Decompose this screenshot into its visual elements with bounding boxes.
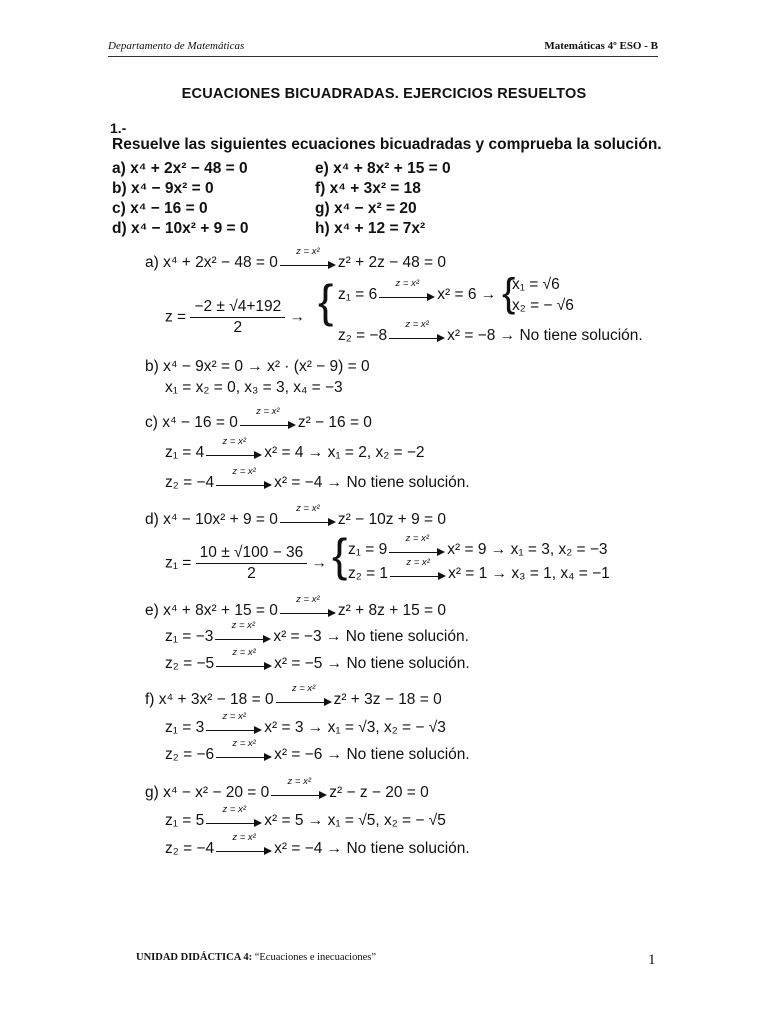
substitution-arrow: z = x² — [206, 721, 262, 735]
solution-c-line1: c) x⁴ − 16 = 0 z = x² z² − 16 = 0 — [145, 405, 372, 431]
solution-f-line1: f) x⁴ + 3x² − 18 = 0 z = x² z² + 3z − 18 = 0 — [145, 682, 442, 708]
solution-a-root1: x₁ = √6 — [512, 276, 560, 293]
solution-d-branch2: z₂ = 1 z = x² x² = 1 → x₃ = 1, x₄ = −1 — [348, 556, 610, 582]
header-course: Matemáticas 4º ESO - B — [544, 40, 658, 52]
solution-f-line2: z₁ = 3 z = x² x² = 3 → x₁ = √3, x₂ = − √3 — [165, 710, 446, 736]
solution-a-branch1: z₁ = 6 z = x² x² = 6 → — [338, 277, 497, 303]
solution-d-line1: d) x⁴ − 10x² + 9 = 0 z = x² z² − 10z + 9 = 0 — [145, 502, 447, 528]
substitution-arrow: z = x² — [215, 630, 271, 644]
page-title: ECUACIONES BICUADRADAS. EJERCICIOS RESUELTOS — [181, 86, 587, 102]
solution-d-formula: z₁ = $\frac{10 \pm √100 - 36}{2}$ → — [165, 544, 328, 582]
substitution-arrow: z = x² — [216, 657, 272, 671]
footer-unit: UNIDAD DIDÁCTICA 4: “Ecuaciones e inecuaciones” — [136, 952, 376, 963]
solution-f-line3: z₂ = −6 z = x² x² = −6 → No tiene solución. — [165, 737, 470, 763]
exercise-statement: Resuelve las siguientes ecuaciones bicuadradas y comprueba la solución. — [112, 136, 662, 153]
brace-left: { — [318, 275, 334, 327]
solution-e-line2: z₁ = −3 z = x² x² = −3 → No tiene solución. — [165, 619, 469, 645]
substitution-arrow: z = x² — [206, 446, 262, 460]
brace-roots: { — [502, 271, 516, 315]
exercise-item-b: b) x⁴ − 9x² = 0 — [112, 180, 214, 197]
solution-e-line1: e) x⁴ + 8x² + 15 = 0 z = x² z² + 8z + 15 = 0 — [145, 593, 447, 619]
substitution-arrow: z = x² — [280, 256, 336, 270]
solution-g-line3: z₂ = −4 z = x² x² = −4 → No tiene solución. — [165, 831, 470, 857]
exercise-item-f: f) x⁴ + 3x² = 18 — [315, 180, 421, 197]
solution-b-line1: b) x⁴ − 9x² = 0 → x² · (x² − 9) = 0 — [145, 358, 370, 375]
substitution-arrow: z = x² — [216, 748, 272, 762]
exercise-item-e: e) x⁴ + 8x² + 15 = 0 — [315, 160, 451, 177]
solution-g-line1: g) x⁴ − x² − 20 = 0 z = x² z² − z − 20 = 0 — [145, 775, 429, 801]
solution-g-line2: z₁ = 5 z = x² x² = 5 → x₁ = √5, x₂ = − √5 — [165, 803, 446, 829]
substitution-arrow: z = x² — [240, 416, 296, 430]
substitution-arrow: z = x² — [276, 693, 332, 707]
substitution-arrow: z = x² — [216, 842, 272, 856]
solution-a-branch2: z₂ = −8 z = x² x² = −8 → No tiene solución. — [338, 318, 643, 344]
brace-left: { — [332, 529, 348, 581]
solution-c-line3: z₂ = −4 z = x² x² = −4 → No tiene solución. — [165, 465, 470, 491]
solution-a-formula: z = $\frac{-2 \pm √4+192}{2}$ → — [165, 298, 306, 336]
exercise-number: 1.- — [110, 120, 127, 136]
solution-b-line2: x₁ = x₂ = 0, x₃ = 3, x₄ = −3 — [165, 379, 343, 396]
exercise-item-g: g) x⁴ − x² = 20 — [315, 200, 417, 217]
substitution-arrow: z = x² — [216, 476, 272, 490]
quadratic-fraction: $\frac{10 \pm √100 - 36}{2}$ — [196, 544, 308, 583]
solution-a-root2: x₂ = − √6 — [512, 297, 574, 314]
exercise-item-h: h) x⁴ + 12 = 7x² — [315, 220, 426, 237]
substitution-arrow: z = x² — [280, 604, 336, 618]
substitution-arrow: z = x² — [390, 567, 446, 581]
exercise-item-c: c) x⁴ − 16 = 0 — [112, 200, 208, 217]
header-divider — [108, 56, 658, 57]
page-number: 1 — [648, 952, 656, 968]
substitution-arrow: z = x² — [206, 814, 262, 828]
substitution-arrow: z = x² — [280, 513, 336, 527]
quadratic-fraction: $\frac{-2 \pm √4+192}{2}$ — [190, 298, 285, 337]
substitution-arrow: z = x² — [389, 543, 445, 557]
solution-d-branch1: z₁ = 9 z = x² x² = 9 → x₁ = 3, x₂ = −3 — [348, 532, 608, 558]
solution-a-line1: a) x⁴ + 2x² − 48 = 0 z = x² z² + 2z − 48 = 0 — [145, 245, 447, 271]
substitution-arrow: z = x² — [271, 786, 327, 800]
header-department: Departamento de Matemáticas — [108, 40, 245, 52]
substitution-arrow: z = x² — [389, 329, 445, 343]
substitution-arrow: z = x² — [379, 288, 435, 302]
solution-e-line3: z₂ = −5 z = x² x² = −5 → No tiene solución. — [165, 646, 470, 672]
solution-c-line2: z₁ = 4 z = x² x² = 4 → x₁ = 2, x₂ = −2 — [165, 435, 425, 461]
exercise-item-d: d) x⁴ − 10x² + 9 = 0 — [112, 220, 249, 237]
exercise-item-a: a) x⁴ + 2x² − 48 = 0 — [112, 160, 248, 177]
